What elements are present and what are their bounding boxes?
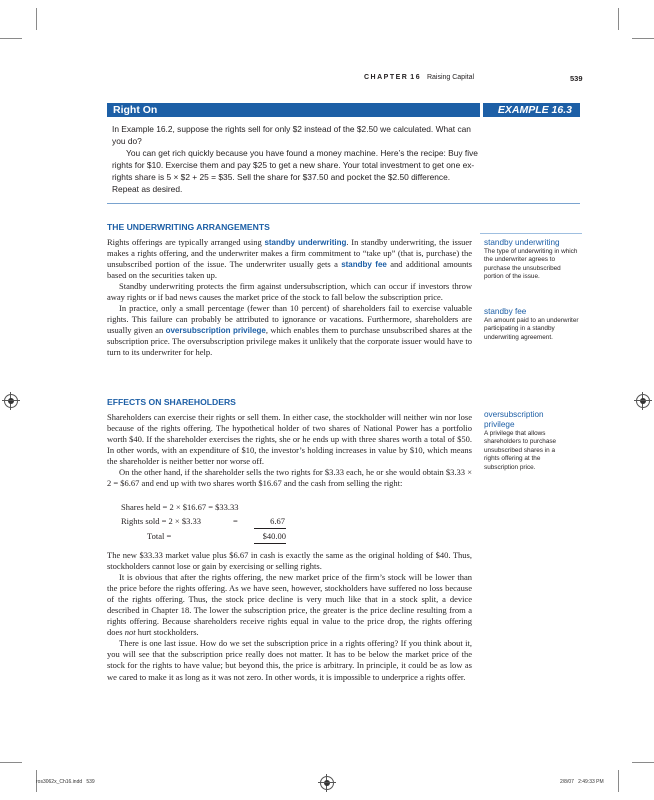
margin-term: oversubscription privilege <box>484 410 544 429</box>
equation-rights-sold: Rights sold = 2 × $3.33 <box>121 516 201 526</box>
example-paragraph: In Example 16.2, suppose the rights sell for only $2 instead of the $2.50 we calculated. What can you do? <box>112 124 471 146</box>
paragraph: Shareholders can exercise their rights or sell them. In either case, the stockholder will neither win nor lose because of the rights offering. The hypothetical holder of two shares of National Power has a portfolio worth $40. If the shareholder exercises the rights, she or he ends up with three shares worth a total of $50. In other words, with an expenditure of $10, the investor’s holding increases in value by $10, which means the shareholder is neither better nor worse off. <box>107 412 472 467</box>
emphasis: not <box>124 627 136 638</box>
key-term-standby-underwriting: standby underwriting <box>264 238 347 247</box>
crop-mark <box>632 762 654 763</box>
example-body <box>112 123 478 195</box>
margin-note-standby-underwriting <box>484 238 582 282</box>
equation-total-label: Total = <box>147 531 172 541</box>
running-header <box>364 74 474 81</box>
paragraph: There is one last issue. How do we set the subscription price in a rights offering? If you think about it, you will see that the subscription price really does not matter. It has to be below the market price of the stock for the rights to have value; but beyond this, the price is arbitrary. In principle, it could be as low as we cared to make it as long as it was not zero. In other words, it is impossible to underprice a rights offer. <box>107 638 472 682</box>
chapter-number: 16 <box>410 74 422 81</box>
chapter-title: Raising Capital <box>426 74 475 81</box>
margin-definition: An amount paid to an underwriter participating in a standby underwriting agreement. <box>484 317 579 341</box>
paragraph: Standby underwriting protects the firm against undersubscription, which can occur if investors throw away rights or if bad news causes the market price of the stock to fall below the subscription price. <box>107 281 472 303</box>
footer-file-slug: ros3062x_Ch16.indd 539 <box>36 779 95 785</box>
section-body-underwriting <box>107 237 472 359</box>
page-number: 539 <box>570 74 583 83</box>
example-title-bar <box>107 103 480 117</box>
crop-mark <box>36 8 37 30</box>
crop-mark <box>618 8 619 30</box>
paragraph: In practice, only a small percentage (fewer than 10 percent) of shareholders fail to exercise valuable rights. This failure can probably be attributed to ignorance or vacations. Furthermore, shareholders are usually given an oversubscription privilege, which enables them to purchase unsubscribed shares at the subscription price. The oversubscription privilege makes it unlikely that the corporate issuer would have to turn to its underwriter for help. <box>107 303 472 358</box>
margin-definition: A privilege that allows shareholders to purchase unsubscribed shares in a rights offering at the subscription price. <box>484 430 557 471</box>
paragraph: Rights offerings are typically arranged using standby underwriting. In standby underwriting, the issuer makes a rights offering, and the underwriter makes a firm commitment to “take up” (that is, purchase) the unsubscribed portion of the issue. The underwriter usually gets a standby fee and additional amounts based on the securities taken up. <box>107 237 472 281</box>
example-title: Right On <box>113 104 158 116</box>
paragraph: It is obvious that after the rights offering, the new market price of the firm’s stock will be lower than the price before the rights offering. As we have seen, however, stockholders have suffered no loss because of the rights offering. Thus, the stock price decline is very much like that in a stock split, a device described in Chapter 18. The lower the subscription price, the greater is the price decline resulting from a rights offering. Because shareholders receive rights equal in value to the price drop, the rights offering does not hurt stockholders. <box>107 572 472 638</box>
equation-sum-rule <box>254 528 286 529</box>
equation-total-value: $40.00 <box>262 531 286 541</box>
crop-mark <box>0 762 22 763</box>
margin-note-standby-fee <box>484 307 582 342</box>
paragraph: On the other hand, if the shareholder sells the two rights for $3.33 each, he or she would obtain $3.33 × 2 = $6.67 and end up with two shares worth $16.67 and the cash from selling the right: <box>107 467 472 489</box>
example-paragraph: You can get rich quickly because you have found a money machine. Here’s the recipe: Buy five rights for $10. Exercise them and pay $25 to get a new share. Your total investment to get one ex-rights share is 5 × $2 + 25 = $35. Sell the share for $37.50 and pocket the $2.50 difference. Repeat as desired. <box>112 148 478 194</box>
crop-mark <box>618 770 619 792</box>
registration-mark-icon <box>4 394 18 408</box>
equation-total-rule <box>254 543 286 544</box>
key-term-standby-fee: standby fee <box>341 260 387 270</box>
equation-shares-held: Shares held = 2 × $16.67 = $33.33 <box>121 502 239 512</box>
margin-definition: The type of underwriting in which the underwriter agrees to purchase the unsubscribed portion of the issue. <box>484 248 578 281</box>
margin-rule <box>480 233 582 234</box>
example-bottom-rule <box>107 203 580 204</box>
registration-mark-icon <box>636 394 650 408</box>
margin-term: standby fee <box>484 307 527 316</box>
registration-mark-icon <box>320 776 334 790</box>
crop-mark <box>0 38 22 39</box>
section-heading-underwriting: THE UNDERWRITING ARRANGEMENTS <box>107 222 270 232</box>
key-term-oversubscription-privilege: oversubscription privilege <box>165 326 266 336</box>
footer-timestamp: 2/8/07 2:49:33 PM <box>560 779 604 785</box>
chapter-label: CHAPTER <box>364 74 409 81</box>
example-label-bar <box>483 103 580 117</box>
equation-equals: = <box>233 516 238 526</box>
margin-note-oversubscription-privilege <box>484 410 570 472</box>
margin-term: standby underwriting <box>484 238 560 247</box>
equation-rights-value: 6.67 <box>270 516 285 526</box>
section-body-effects-continued <box>107 550 472 683</box>
example-label: EXAMPLE 16.3 <box>497 104 572 116</box>
paragraph: The new $33.33 market value plus $6.67 in cash is exactly the same as the original holding of $40. Thus, stockholders cannot lose or gain by exercising or selling rights. <box>107 550 472 572</box>
crop-mark <box>632 38 654 39</box>
section-heading-effects: EFFECTS ON SHAREHOLDERS <box>107 397 236 407</box>
section-body-effects <box>107 412 472 489</box>
